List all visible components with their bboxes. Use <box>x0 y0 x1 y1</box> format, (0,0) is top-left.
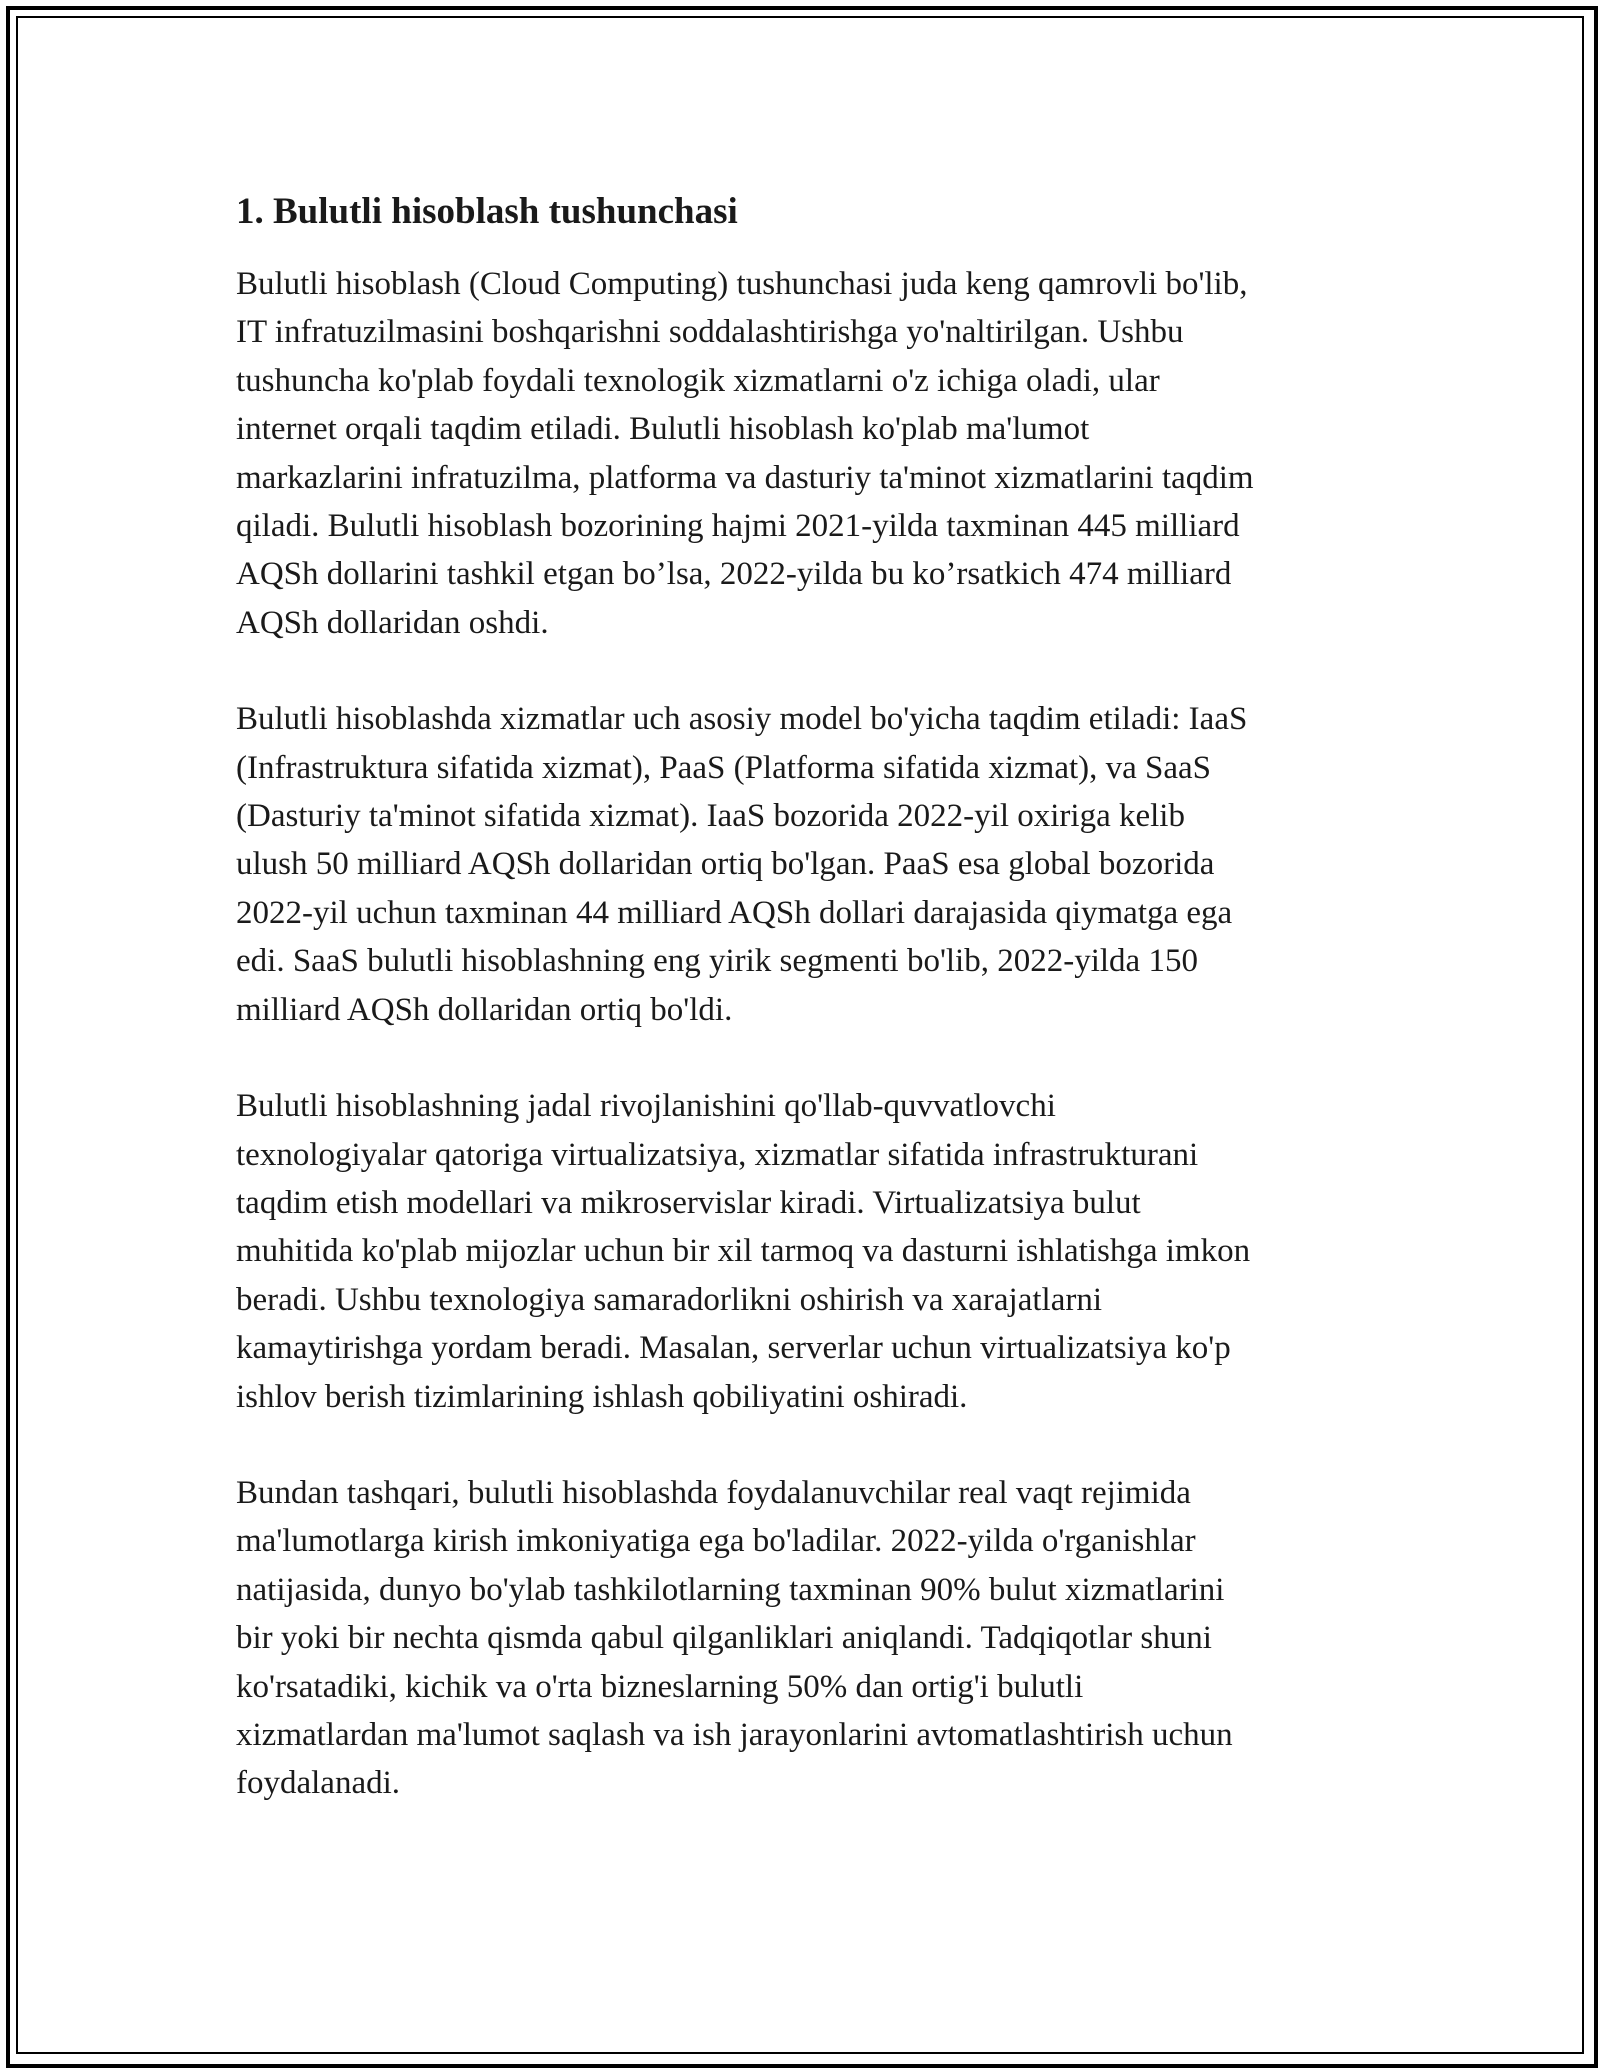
paragraph-realtime-access: Bundan tashqari, bulutli hisoblashda foydalanuvchilar real vaqt rejimida ma'lumotlarga kirish imkoniyatiga ega bo'ladilar. 2022-yilda o'rganishlar natijasida, dunyo bo'ylab tashkilotlarning taxminan 90% bulut xizmatlarini bir yoki bir nechta qismda qabul qilganliklari aniqlandi. Tadqiqotlar shuni ko'rsatadiki, kichik va o'rta bizneslarning 50% dan ortig'i bulutli xizmatlardan ma'lumot saqlash va ish jarayonlarini avtomatlashtirish uchun foydalanadi. <box>236 1474 1233 1802</box>
section-heading: 1. Bulutli hisoblash tushunchasi <box>236 191 738 232</box>
paragraph-service-models: Bulutli hisoblashda xizmatlar uch asosiy model bo'yicha taqdim etiladi: IaaS (Infrastruktura sifatida xizmat), PaaS (Platforma sifatida xizmat), va SaaS (Dasturiy ta'minot sifatida xizmat). IaaS bozorida 2022-yil oxiriga kelib ulush 50 milliard AQSh dollaridan ortiq bo'lgan. PaaS esa global bozorida 2022-yil uchun taxminan 44 milliard AQSh dollari darajasida qiymatga ega edi. SaaS bulutli hisoblashning eng yirik segmenti bo'lib, 2022-yilda 150 milliard AQSh dollaridan ortiq bo'ldi. <box>236 701 1248 1028</box>
paragraph-technologies: Bulutli hisoblashning jadal rivojlanishini qo'llab-quvvatlovchi texnologiyalar qatoriga virtualizatsiya, xizmatlar sifatida infrastrukturani taqdim etish modellari va mikroservislar kiradi. Virtualizatsiya bulut muhitida ko'plab mijozlar uchun bir xil tarmoq va dasturni ishlatishga imkon beradi. Ushbu texnologiya samaradorlikni oshirish va xarajatlarni kamaytirishga yordam beradi. Masalan, serverlar uchun virtualizatsiya ko'p ishlov berish tizimlarining ishlash qobiliyatini oshiradi. <box>236 1088 1251 1415</box>
paragraph-cloud-definition: Bulutli hisoblash (Cloud Computing) tushunchasi juda keng qamrovli bo'lib, IT infratuzilmasini boshqarishni soddalashtirishga yo'naltirilgan. Ushbu tushuncha ko'plab foydali texnologik xizmatlarni o'z ichiga oladi, ular internet orqali taqdim etiladi. Bulutli hisoblash ko'plab ma'lumot markazlarini infratuzilma, platforma va dasturiy ta'minot xizmatlarini taqdim qiladi. Bulutli hisoblash bozorining hajmi 2021-yilda taxminan 445 milliard AQSh dollarini tashkil etgan bo’lsa, 2022-yilda bu ko’rsatkich 474 milliard AQSh dollaridan oshdi. <box>236 266 1254 641</box>
document-body <box>236 186 1376 1808</box>
